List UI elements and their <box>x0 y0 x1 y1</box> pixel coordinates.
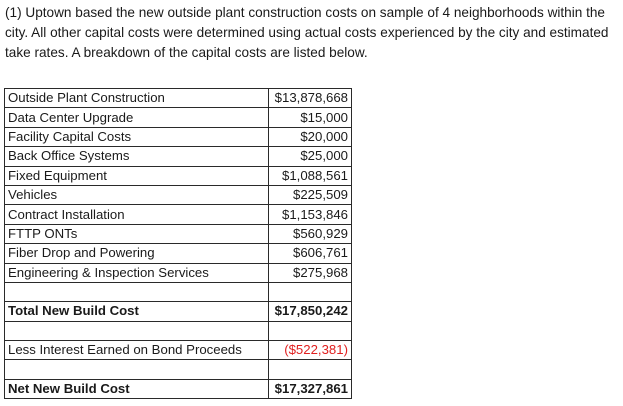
table-row <box>5 147 352 166</box>
cost-amount: $25,000 <box>269 147 352 166</box>
cost-amount: $225,509 <box>269 185 352 204</box>
empty-cell <box>5 360 269 379</box>
net-row <box>5 379 352 398</box>
table-row <box>5 244 352 263</box>
table-row <box>5 224 352 243</box>
interest-amount: ($522,381) <box>269 341 352 360</box>
empty-cell <box>269 321 352 340</box>
interest-row <box>5 341 352 360</box>
cost-amount: $20,000 <box>269 127 352 146</box>
table-row <box>5 89 352 108</box>
cost-label: Fiber Drop and Powering <box>5 244 269 263</box>
cost-label: Data Center Upgrade <box>5 108 269 127</box>
total-row <box>5 302 352 321</box>
cost-label: Vehicles <box>5 185 269 204</box>
cost-label: Engineering & Inspection Services <box>5 263 269 282</box>
cost-amount: $15,000 <box>269 108 352 127</box>
cost-label: Outside Plant Construction <box>5 89 269 108</box>
spacer-row <box>5 282 352 301</box>
interest-label: Less Interest Earned on Bond Proceeds <box>5 341 269 360</box>
table-row <box>5 166 352 185</box>
table-row <box>5 108 352 127</box>
empty-cell <box>5 321 269 340</box>
cost-label: Fixed Equipment <box>5 166 269 185</box>
cost-amount: $1,088,561 <box>269 166 352 185</box>
empty-cell <box>5 282 269 301</box>
total-amount: $17,850,242 <box>269 302 352 321</box>
net-label: Net New Build Cost <box>5 379 269 398</box>
cost-label: Contract Installation <box>5 205 269 224</box>
cost-label: Facility Capital Costs <box>5 127 269 146</box>
cost-label: Back Office Systems <box>5 147 269 166</box>
cost-amount: $1,153,846 <box>269 205 352 224</box>
net-amount: $17,327,861 <box>269 379 352 398</box>
table-row <box>5 263 352 282</box>
spacer-row <box>5 360 352 379</box>
total-label: Total New Build Cost <box>5 302 269 321</box>
empty-cell <box>269 282 352 301</box>
table-row <box>5 185 352 204</box>
spacer-row <box>5 321 352 340</box>
empty-cell <box>269 360 352 379</box>
cost-label: FTTP ONTs <box>5 224 269 243</box>
cost-amount: $275,968 <box>269 263 352 282</box>
cost-amount: $560,929 <box>269 224 352 243</box>
capital-costs-table <box>4 88 352 399</box>
table-row <box>5 205 352 224</box>
cost-amount: $606,761 <box>269 244 352 263</box>
cost-amount: $13,878,668 <box>269 89 352 108</box>
intro-paragraph: (1) Uptown based the new outside plant construction costs on sample of 4 neighborhoods within the city. All other capital costs were determined using actual costs experienced by the city and estimated take rates. A breakdown of the capital costs are listed below. <box>5 5 609 60</box>
table-row <box>5 127 352 146</box>
